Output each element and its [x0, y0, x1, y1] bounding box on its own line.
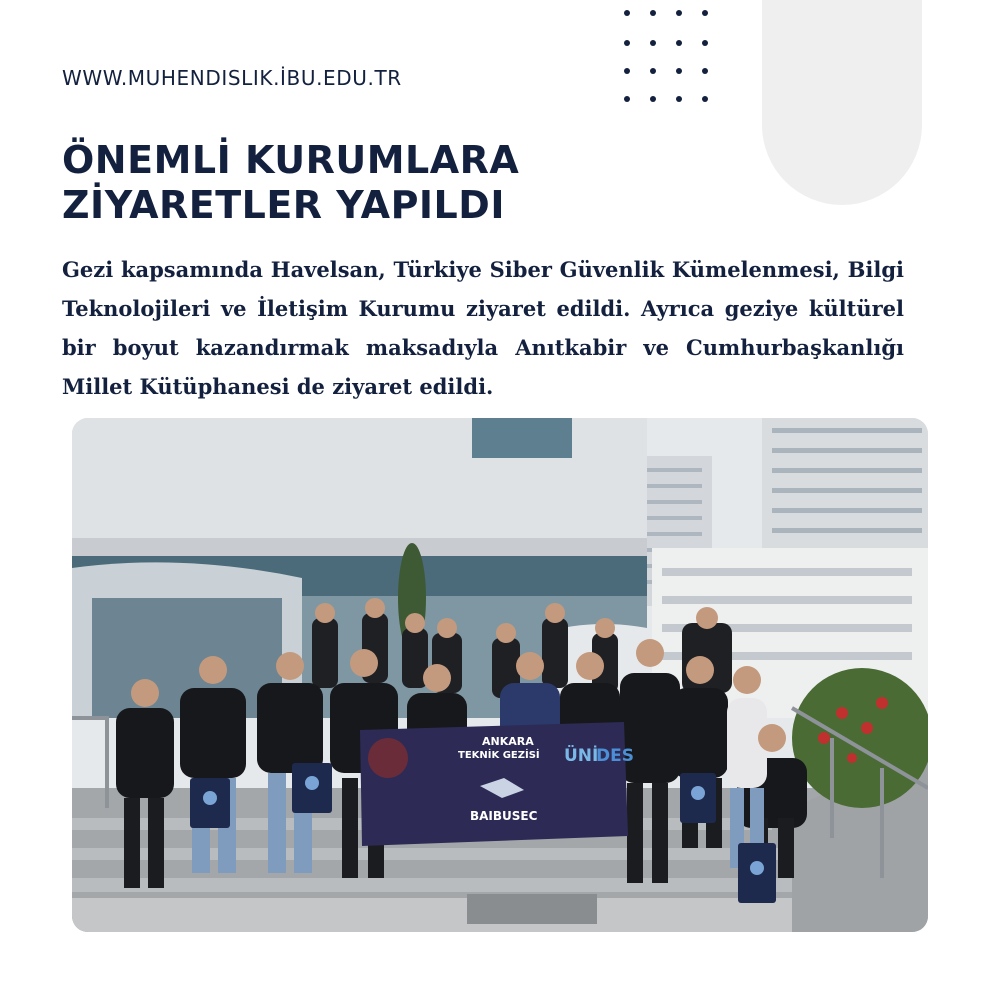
group-photo [72, 418, 928, 932]
banner-title-line-2: TEKNİK GEZİSİ [458, 750, 540, 761]
article-body: Gezi kapsamında Havelsan, Türkiye Siber Güvenlik Kümelenmesi, Bilgi Teknolojileri ve İletişim Kurumu ziyaret edildi. Ayrıca geziye kültürel bir boyut kazandırmak maksadıyla Anıtkabir ve Cumhurbaşkanlığı Millet Kütüphanesi de ziyaret edildi. [62, 257, 904, 399]
banner-title-line-1: ANKARA [482, 735, 534, 748]
title-line-2: ZİYARETLER YAPILDI [62, 183, 505, 227]
banner-logo-right: DES [596, 746, 634, 766]
title-line-1: ÖNEMLİ KURUMLARA [62, 138, 520, 182]
banner-logo-left: ÜNİ [564, 746, 599, 766]
rounded-shape-decoration [762, 0, 922, 205]
banner-club-name: BAIBUSEC [470, 809, 538, 823]
article-title [62, 138, 702, 228]
site-url: WWW.MUHENDISLIK.İBU.EDU.TR [62, 66, 402, 90]
dot-pattern-decoration [622, 4, 714, 104]
